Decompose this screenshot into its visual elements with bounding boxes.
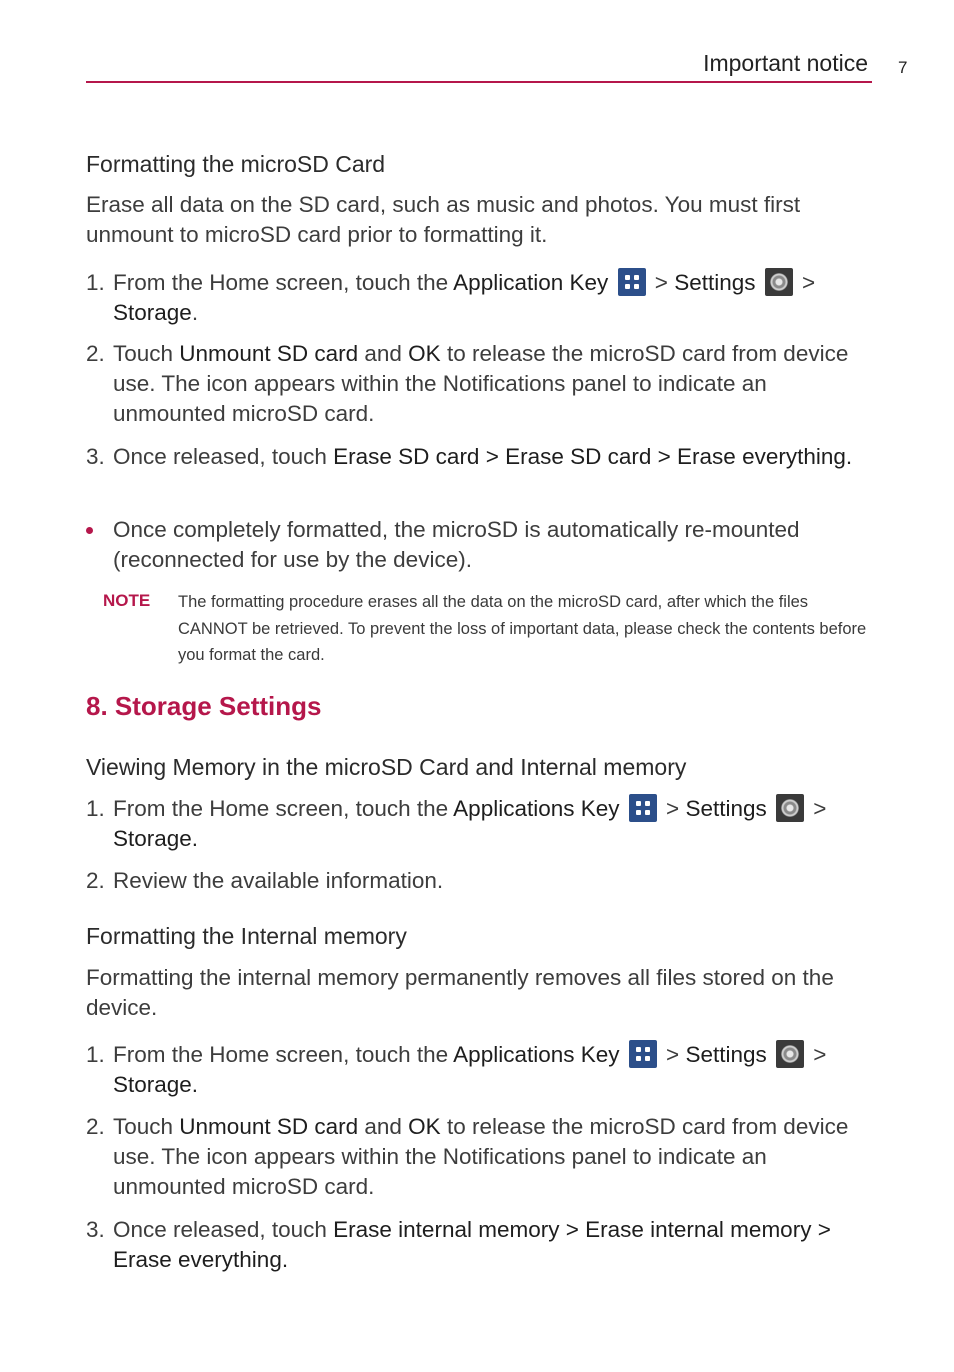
step-text: Once released, touch bbox=[113, 1217, 334, 1242]
step-text: Once released, touch bbox=[113, 444, 334, 469]
settings-label: Settings bbox=[674, 270, 756, 295]
internal-step-3 bbox=[86, 1215, 876, 1275]
view-step-1 bbox=[86, 794, 876, 854]
unmount-label: Unmount SD card bbox=[179, 1114, 359, 1139]
settings-gear-icon bbox=[776, 1040, 804, 1068]
note-label: NOTE bbox=[103, 591, 151, 610]
separator: > bbox=[807, 796, 827, 821]
settings-label: Settings bbox=[685, 796, 767, 821]
step-text: From the Home screen, touch the bbox=[113, 796, 454, 821]
sd-step-3 bbox=[86, 442, 876, 472]
step-text: From the Home screen, touch the bbox=[113, 1042, 454, 1067]
sd-bullet bbox=[86, 515, 876, 575]
separator: > bbox=[795, 270, 816, 295]
storage-label: Storage. bbox=[113, 826, 199, 851]
internal-intro: Formatting the internal memory permanently removes all files stored on the device. bbox=[86, 965, 834, 1020]
applications-key-label: Applications Key bbox=[453, 1042, 620, 1067]
sd-step-2 bbox=[86, 339, 876, 429]
separator: > bbox=[659, 1042, 686, 1067]
header-title: Important notice bbox=[703, 50, 868, 76]
bullet-text: Once completely formatted, the microSD is automatically re-mounted (reconnected for use by the device). bbox=[113, 517, 800, 572]
settings-label: Settings bbox=[685, 1042, 767, 1067]
sd-heading: Formatting the microSD Card bbox=[86, 151, 386, 177]
step-text: Touch bbox=[113, 341, 180, 366]
storage-label: Storage bbox=[113, 300, 192, 325]
separator: > bbox=[807, 1042, 827, 1067]
view-step-2 bbox=[86, 866, 876, 896]
header-divider bbox=[86, 81, 872, 83]
internal-heading: Formatting the Internal memory bbox=[86, 923, 407, 949]
storage-label: Storage. bbox=[113, 1072, 199, 1097]
applications-key-label: Applications Key bbox=[453, 796, 620, 821]
settings-gear-icon bbox=[765, 268, 793, 296]
ok-label: OK bbox=[408, 1114, 441, 1139]
view-heading: Viewing Memory in the microSD Card and Internal memory bbox=[86, 754, 687, 780]
step-number: 2. bbox=[86, 341, 105, 366]
note-text: The formatting procedure erases all the data on the microSD card, after which the files CANNOT be retrieved. To prevent the loss of important data, please check the contents before you format the card. bbox=[178, 593, 867, 664]
step-number: 2. bbox=[86, 1114, 105, 1139]
sd-intro: Erase all data on the SD card, such as music and photos. You must first unmount to microSD card prior to formatting it. bbox=[86, 192, 801, 247]
step-number: 3. bbox=[86, 1217, 105, 1242]
step-text: and bbox=[358, 1114, 409, 1139]
step-number: 1. bbox=[86, 1042, 105, 1067]
app-grid-icon bbox=[618, 268, 646, 296]
step-text: to release the microSD card from device use. The icon appears within the Notifications panel to indicate an unmounted microSD card. bbox=[113, 1114, 849, 1199]
app-grid-icon bbox=[629, 794, 657, 822]
section-title: 8. Storage Settings bbox=[86, 691, 322, 721]
step-number: 2. bbox=[86, 868, 105, 893]
step-text: Touch bbox=[113, 1114, 180, 1139]
bullet-dot bbox=[86, 527, 93, 534]
separator: > bbox=[648, 270, 675, 295]
internal-step-2 bbox=[86, 1112, 876, 1202]
separator: > bbox=[659, 796, 686, 821]
erase-action-label: Erase SD card > Erase SD card > Erase everything. bbox=[333, 444, 853, 469]
settings-gear-icon bbox=[776, 794, 804, 822]
application-key-label: Application Key bbox=[453, 270, 609, 295]
step-number: 1. bbox=[86, 270, 105, 295]
ok-label: OK bbox=[408, 341, 441, 366]
step-number: 1. bbox=[86, 796, 105, 821]
step-text: Review the available information. bbox=[113, 868, 444, 893]
page-number: 7 bbox=[898, 58, 908, 77]
erase-action-label: Erase internal memory > Erase internal memory > Erase everything. bbox=[113, 1217, 831, 1272]
step-text: to release the microSD card from device use. The icon appears within the Notifications panel to indicate an unmounted microSD card. bbox=[113, 341, 849, 426]
period: . bbox=[191, 300, 199, 325]
step-text: From the Home screen, touch the bbox=[113, 270, 454, 295]
step-number: 3. bbox=[86, 444, 105, 469]
sd-step-1 bbox=[86, 268, 876, 328]
step-text: and bbox=[358, 341, 409, 366]
unmount-label: Unmount SD card bbox=[179, 341, 359, 366]
app-grid-icon bbox=[629, 1040, 657, 1068]
internal-step-1 bbox=[86, 1040, 876, 1100]
